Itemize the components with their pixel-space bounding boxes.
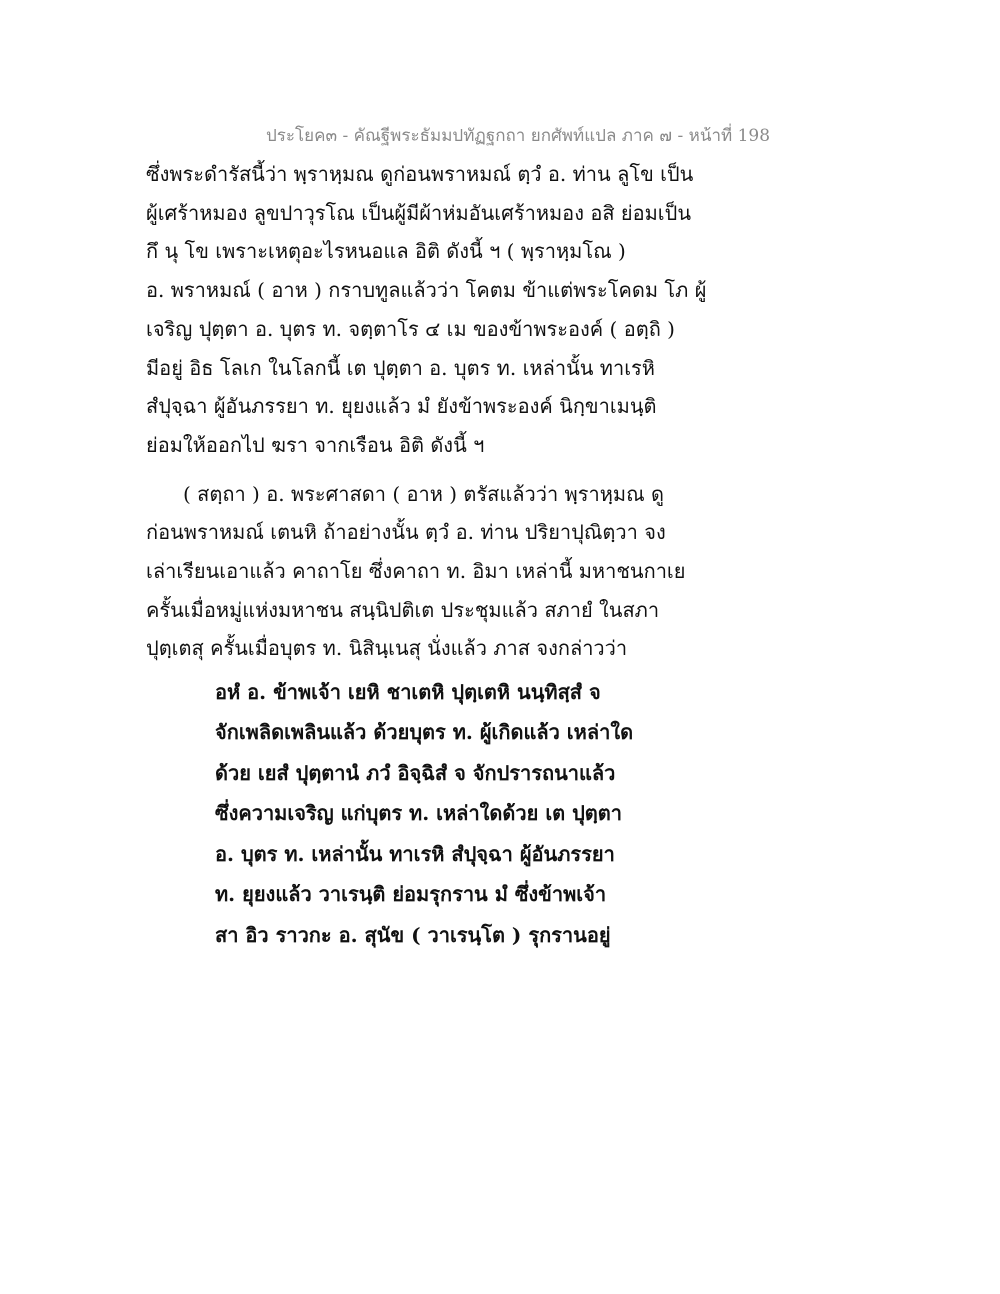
body-line: มีอยู่ อิธ โลเก ในโลกนี้ เต ปุตฺตา อ. บุตร ท. เหล่านั้น ทาเรหิ: [146, 356, 655, 380]
body-line: อ. พราหมณ์ ( อาห ) กราบทูลแล้วว่า โคตม ข้าแต่พระโคดม โภ ผู้: [146, 278, 707, 302]
verse-line: ท. ยุยงแล้ว วาเรนฺติ ย่อมรุกราน มํ ซึ่งข้าพเจ้า: [215, 882, 607, 906]
verse-line: อหํ อ. ข้าพเจ้า เยหิ ชาเตหิ ปุตฺเตหิ นนฺทิสฺสํ จ: [215, 680, 601, 704]
page-header: [0, 122, 1000, 149]
body-line: ผู้เศร้าหมอง ลูขปาวุรโณ เป็นผู้มีผ้าห่มอันเศร้าหมอง อสิ ย่อมเป็น: [146, 201, 692, 225]
verse-line: จักเพลิดเพลินแล้ว ด้วยบุตร ท. ผู้เกิดแล้ว เหล่าใด: [215, 720, 634, 744]
body-line: ปุตฺเตสุ ครั้นเมื่อบุตร ท. นิสินฺเนสุ นั่งแล้ว ภาส จงกล่าวว่า: [146, 636, 628, 660]
verse-line: ด้วย เยสํ ปุตฺตานํ ภวํ อิจฺฉิสํ จ จักปรารถนาแล้ว: [215, 761, 616, 785]
body-line: เล่าเรียนเอาแล้ว คาถาโย ซึ่งคาถา ท. อิมา เหล่านี้ มหาชนกาเย: [146, 559, 686, 583]
body-line: กึ นุ โข เพราะเหตุอะไรหนอแล อิติ ดังนี้ ฯ ( พฺราหฺมโณ ): [146, 239, 626, 263]
body-line: ครั้นเมื่อหมู่แห่งมหาชน สนฺนิปติเต ประชุมแล้ว สภายํ ในสภา: [146, 598, 660, 622]
body-line: เจริญ ปุตฺตา อ. บุตร ท. จตฺตาโร ๔ เม ของข้าพระองค์ ( อตฺถิ ): [146, 317, 675, 341]
body-line: ก่อนพราหมณ์ เตนหิ ถ้าอย่างนั้น ตฺวํ อ. ท่าน ปริยาปุณิตฺวา จง: [146, 520, 666, 544]
verse-line: ซึ่งความเจริญ แก่บุตร ท. เหล่าใดด้วย เต ปุตฺตา: [215, 801, 623, 825]
paragraph-first-line: ( สตฺถา ) อ. พระศาสดา ( อาห ) ตรัสแล้วว่า พฺราหฺมณ ดู: [183, 482, 664, 506]
body-line: ย่อมให้ออกไป ฆรา จากเรือน อิติ ดังนี้ ฯ: [146, 433, 485, 457]
verse-line: สา อิว ราวกะ อ. สุนัข ( วาเรนฺโต ) รุกรานอยู่: [215, 923, 611, 947]
body-line: ซึ่งพระดำรัสนี้ว่า พฺราหฺมณ ดูก่อนพราหมณ์ ตฺวํ อ. ท่าน ลูโข เป็น: [146, 162, 694, 186]
page-header-text: ประโยค๓ - คัณฐีพระธัมมปทัฏฐกถา ยกศัพท์แปล ภาค ๗ - หน้าที่ 198: [265, 126, 771, 146]
verse-line: อ. บุตร ท. เหล่านั้น ทาเรหิ สํปุจฺฉา ผู้อันภรรยา: [215, 842, 615, 866]
body-line: สํปุจฺฉา ผู้อันภรรยา ท. ยุยงแล้ว มํ ยังข้าพระองค์ นิกฺขาเมนฺติ: [146, 394, 657, 418]
